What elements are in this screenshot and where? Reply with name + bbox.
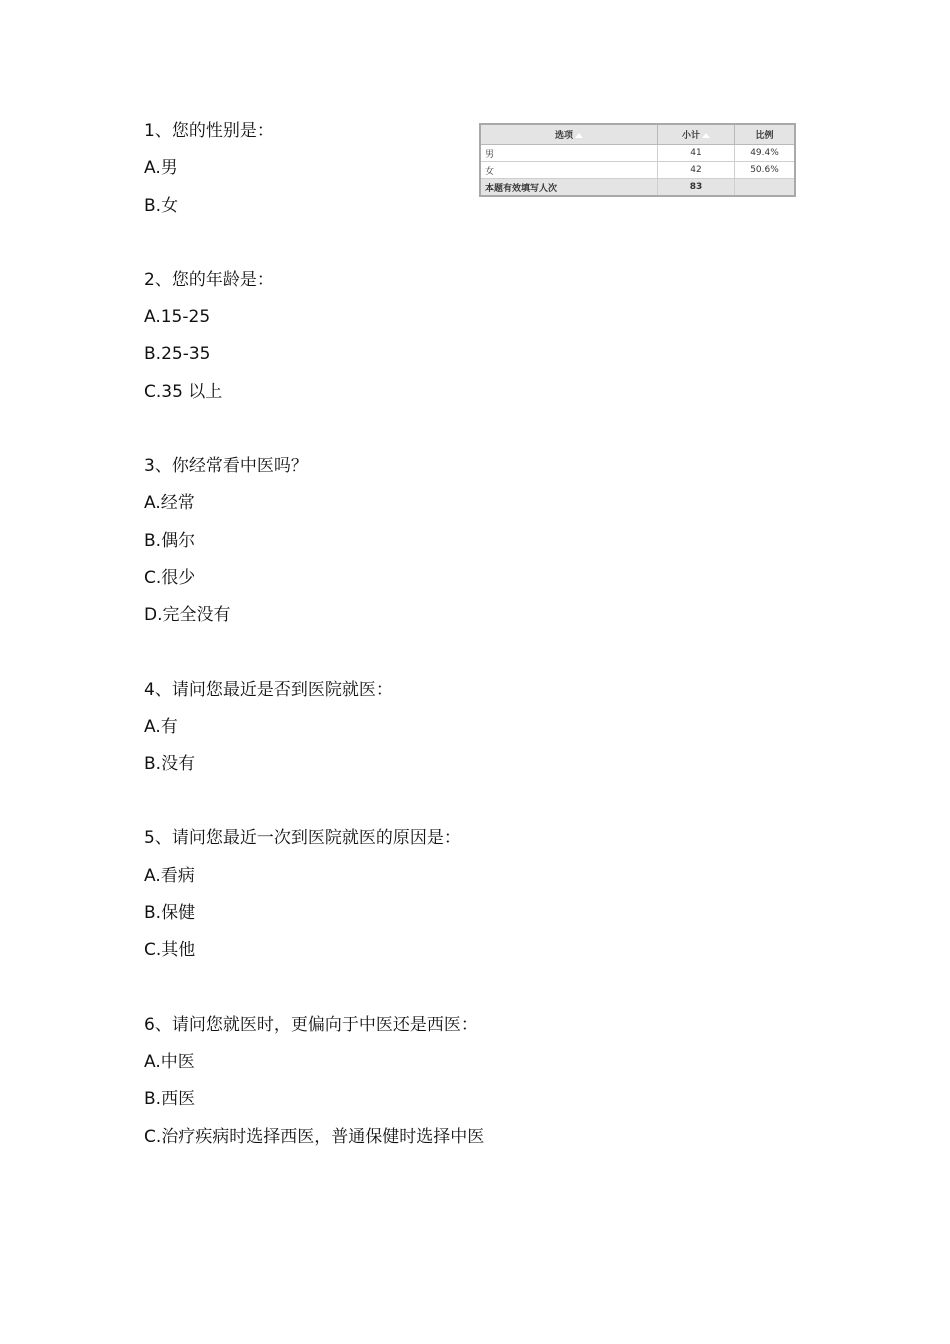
question-prompt: 4、请问您最近是否到医院就医： — [144, 679, 393, 700]
question-6 — [144, 1007, 524, 1156]
question-2 — [144, 262, 524, 411]
option: B.偶尔 — [144, 530, 196, 551]
option: B.保健 — [144, 903, 196, 924]
question-4 — [144, 672, 524, 784]
table-row — [480, 162, 795, 179]
question-1 — [144, 113, 524, 225]
gender-stats-table — [479, 123, 796, 197]
column-header-option[interactable] — [480, 124, 658, 145]
questionnaire — [144, 113, 524, 1193]
question-5 — [144, 820, 524, 969]
total-label-cell: 本题有效填写人次 — [480, 179, 658, 197]
ratio-cell: 49.4% — [735, 145, 796, 162]
column-header-ratio — [735, 124, 796, 145]
option: C.其他 — [144, 940, 196, 961]
table-header-row — [480, 124, 795, 145]
option: A.有 — [144, 716, 178, 737]
question-prompt: 6、请问您就医时，更偏向于中医还是西医： — [144, 1014, 478, 1035]
option-cell: 女 — [480, 162, 658, 179]
option: B.西医 — [144, 1089, 196, 1110]
option: A.看病 — [144, 865, 195, 886]
option: B.25-35 — [144, 344, 211, 365]
question-prompt: 5、请问您最近一次到医院就医的原因是： — [144, 828, 461, 849]
count-cell: 42 — [658, 162, 735, 179]
option: A.经常 — [144, 493, 195, 514]
question-prompt: 1、您的性别是： — [144, 121, 274, 141]
option: A.中医 — [144, 1051, 195, 1072]
option: C.很少 — [144, 567, 196, 588]
option: D.完全没有 — [144, 605, 231, 626]
option: C.35 以上 — [144, 381, 223, 402]
ratio-cell: 50.6% — [735, 162, 796, 179]
question-prompt: 3、你经常看中医吗？ — [144, 456, 308, 477]
question-3 — [144, 448, 524, 634]
column-header-label: 选项 — [554, 131, 573, 141]
column-header-label: 比例 — [755, 131, 774, 141]
sort-icon[interactable] — [575, 133, 583, 138]
count-cell: 41 — [658, 145, 735, 162]
option: B.没有 — [144, 754, 196, 775]
table-total-row — [480, 179, 795, 197]
total-count-cell: 83 — [658, 179, 735, 197]
sort-icon[interactable] — [702, 133, 710, 138]
option: A.15-25 — [144, 307, 211, 328]
option-cell: 男 — [480, 145, 658, 162]
option: B.女 — [144, 195, 179, 216]
column-header-count[interactable] — [658, 124, 735, 145]
option: C.治疗疾病时选择西医，普通保健时选择中医 — [144, 1126, 485, 1147]
total-ratio-cell — [735, 179, 796, 197]
question-prompt: 2、您的年龄是： — [144, 269, 274, 290]
column-header-label: 小计 — [681, 131, 700, 141]
table-row — [480, 145, 795, 162]
option: A.男 — [144, 158, 178, 179]
